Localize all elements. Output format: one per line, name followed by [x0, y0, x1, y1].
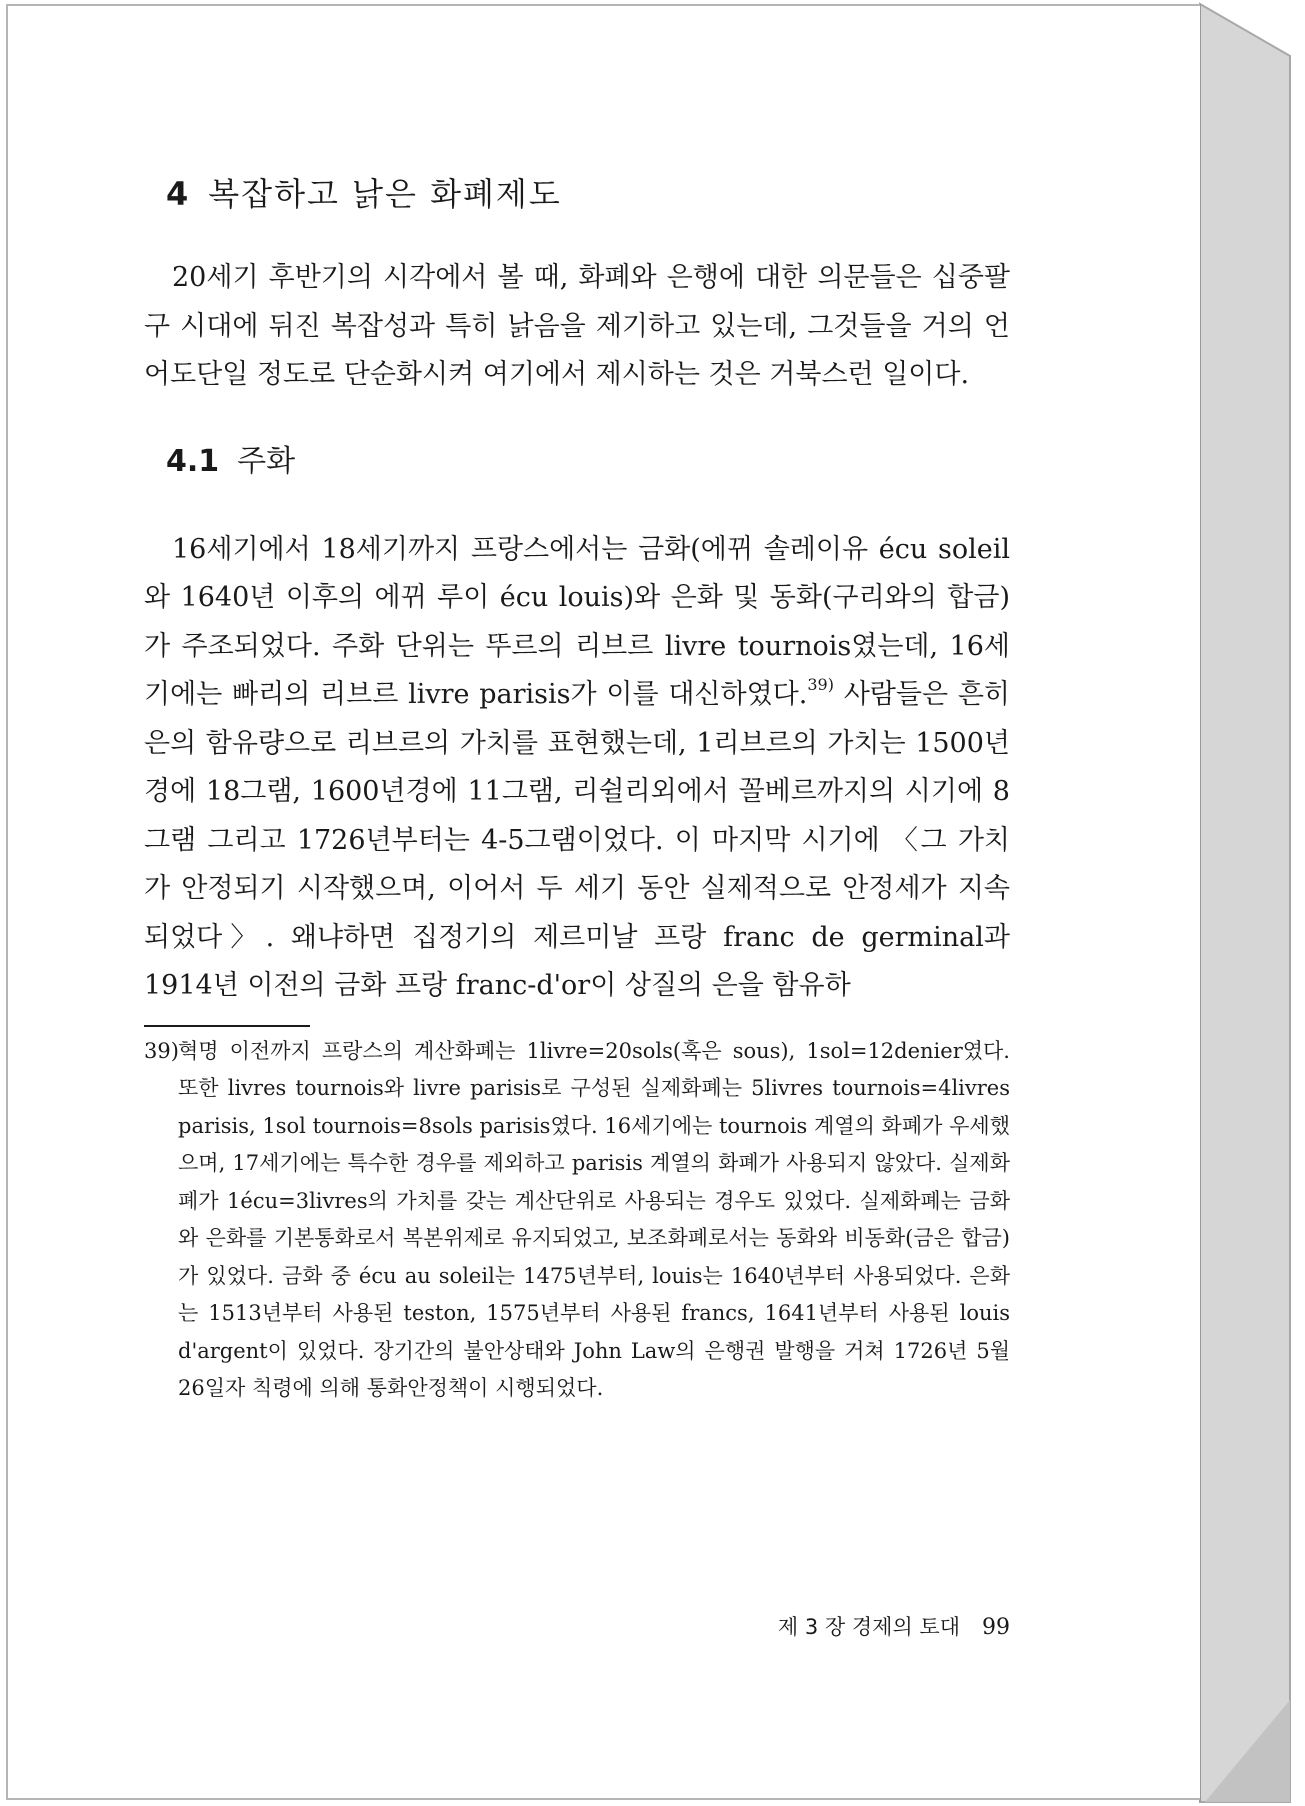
footnote — [144, 1033, 1010, 1408]
page-number: 99 — [982, 1615, 1010, 1640]
subsection-heading — [144, 434, 1010, 490]
footnote-divider — [144, 1025, 310, 1027]
footnote-reference[interactable]: 39) — [807, 675, 834, 694]
section-title: 복잡하고 낡은 화폐제도 — [208, 175, 562, 213]
subsection-title: 주화 — [237, 443, 296, 479]
section-heading — [144, 166, 1010, 222]
subsection-number: 4.1 — [166, 443, 220, 479]
chapter-title: 제 3 장 경제의 토대 — [777, 1615, 960, 1639]
book-page — [6, 4, 1200, 1800]
intro-paragraph: 20세기 후반기의 시각에서 볼 때, 화폐와 은행에 대한 의문들은 십중팔구 시대에 뒤진 복잡성과 특히 낡음을 제기하고 있는데, 그것들을 거의 언어도단일 정도로 단순화시켜 여기에서 제시하는 것은 거북스런 일이다. — [144, 262, 1010, 390]
section-number: 4 — [166, 175, 191, 213]
body-text-part-2: 사람들은 흔히 은의 함유량으로 리브르의 가치를 표현했는데, 1리브르의 가치는 1500년경에 18그램, 1600년경에 11그램, 리쉴리외에서 꼴베르까지의 시기에 8그램 그리고 1726년부터는 4-5그램이었다. 이 마지막 시기에 〈그 가치가 안정되기 시작했으며, 이어서 두 세기 동안 실제적으로 안정세가 지속되었다〉. 왜냐하면 집정기의 제르미날 프랑 franc de germinal과 1914년 이전의 금화 프랑 franc-d'or이 상질의 은을 함유하 — [144, 679, 1010, 1001]
page-content — [144, 166, 1010, 1640]
footnote-text: 혁명 이전까지 프랑스의 계산화폐는 1livre=20sols(혹은 sous), 1sol=12denier였다. 또한 livres tournois와 livre parisis로 구성된 실제화폐는 5livres tournois=4livres parisis, 1sol tournois=8sols parisis였다. 16세기에는 tournois 계열의 화폐가 우세했으며, 17세기에는 특수한 경우를 제외하고 parisis 계열의 화폐가 사용되지 않았다. 실제화폐가 1écu=3livres의 가치를 갖는 계산단위로 사용되는 경우도 있었다. 실제화폐는 금화와 은화를 기본통화로서 복본위제로 유지되었고, 보조화폐로서는 동화와 비동화(금은 합금)가 있었다. 금화 중 écu au soleil는 1475년부터, louis는 1640년부터 사용되었다. 은화는 1513년부터 사용된 teston, 1575년부터 사용된 francs, 1641년부터 사용된 louis d'argent이 있었다. 장기간의 불안상태와 John Law의 은행권 발행을 거쳐 1726년 5월 26일자 칙령에 의해 통화안정책이 시행되었다. — [178, 1038, 1010, 1400]
body-text-part-1: 16세기에서 18세기까지 프랑스에서는 금화(에뀌 솔레이유 écu soleil와 1640년 이후의 에뀌 루이 écu louis)와 은화 및 동화(구리와의 합금)가 주조되었다. 주화 단위는 뚜르의 리브르 livre tournois였는데, 16세기에는 빠리의 리브르 livre parisis가 이를 대신하였다. — [144, 533, 1010, 710]
body-paragraph — [144, 526, 1010, 1011]
running-footer — [778, 1611, 1010, 1641]
footnote-label: 39) — [144, 1038, 179, 1063]
